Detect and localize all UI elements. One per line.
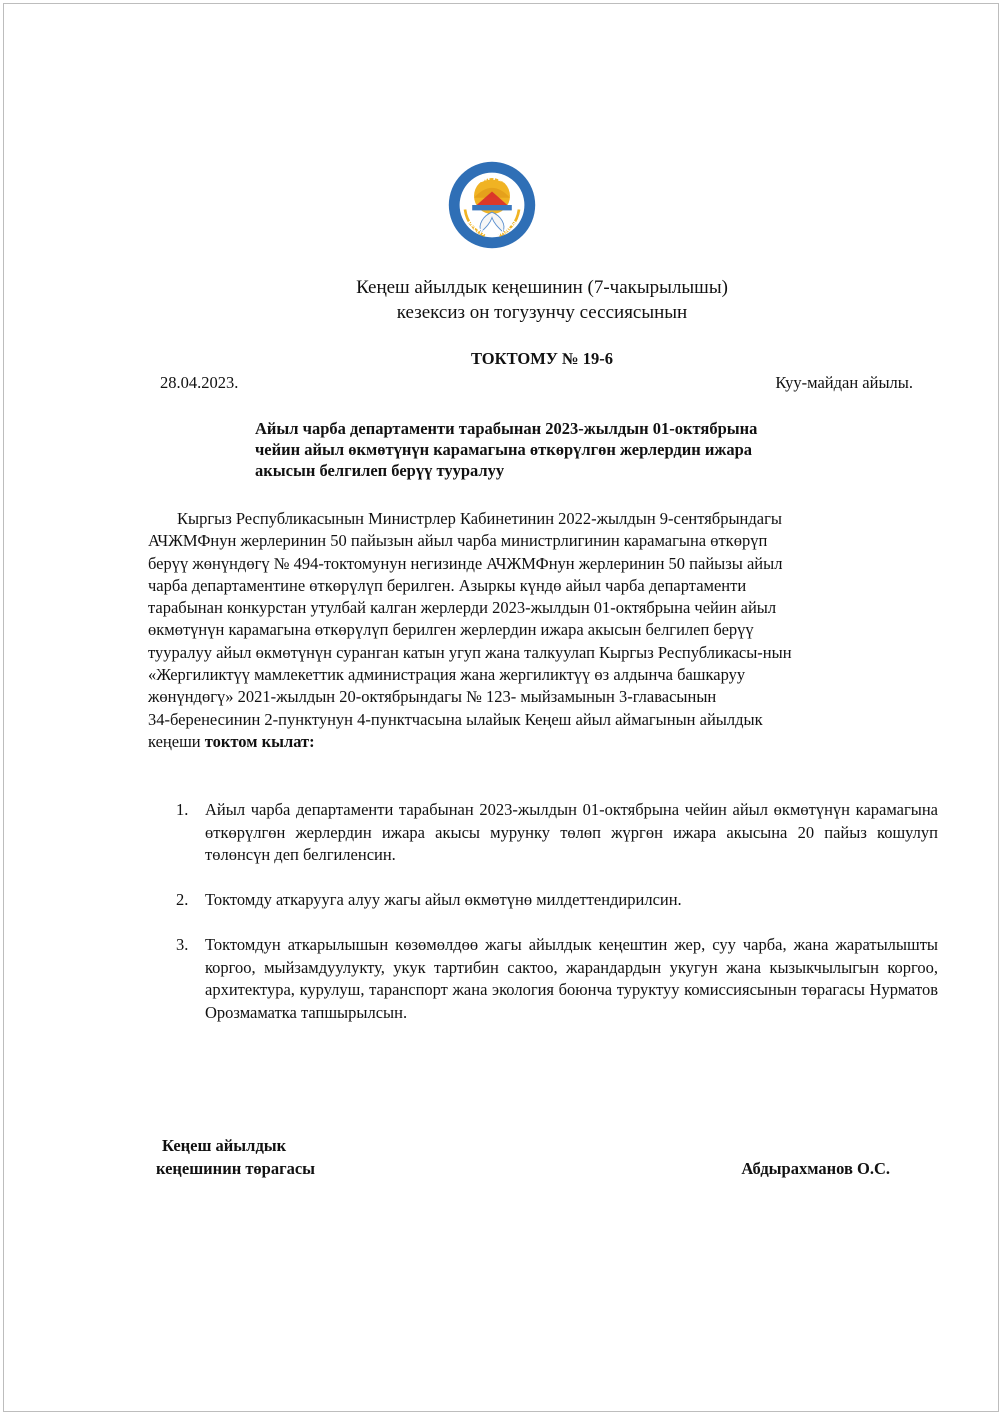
preamble-line: тарабынан конкурстан утулбай калган жерлерди 2023-жылдын 01-октябрына чейин айыл — [148, 598, 777, 618]
document-page — [3, 3, 999, 1412]
preamble-line-final — [148, 731, 928, 753]
preamble-line: Кыргыз Республикасынын Министрлер Кабинетинин 2022-жылдын 9-сентябрындагы — [177, 509, 782, 528]
preamble-line: өкмөтүнүн карамагына өткөрүлүп берилген жерлердин ижара акысын белгилеп берүү — [148, 620, 754, 640]
resolution-place: Куу-майдан айылы. — [775, 373, 913, 392]
item-text: Токтомдун аткарылышын көзөмөлдөө жагы айылдык кеңештин жер, суу чарба, жана жаратылышты коргоо, мыйзамдуулукту, укук тартибин сактоо, жарандардын укугун жана кызыкчылыгын коргоо, архитектура, курулуш, таранспорт жана экология боюнча туруктуу комиссиясынын төрагасы Нурматов Орозмаматка тапшырылсын. — [205, 935, 938, 1022]
preamble-line: тууралуу айыл өкмөтүнүн суранган катын угуп жана талкуулап Кыргыз Республикасы-нын — [148, 642, 792, 662]
preamble-line: чарба департаментине өткөрүлүп берилген. Азыркы күндө айыл чарба департаменти — [148, 575, 747, 595]
item-text: Токтомду аткарууга алуу жагы айыл өкмөтүнө милдеттендирилсин. — [205, 889, 682, 909]
emblem-bottom-text: РЕСПУБЛИКАСЫ — [465, 219, 520, 239]
item-number: 3. — [176, 935, 189, 954]
preamble-line: берүү жөнүндөгү № 494-токтомунун негизинде АЧЖМФнун жерлеринин 50 пайызы айыл — [148, 553, 783, 573]
preamble-line: 34-беренесинин 2-пунктунун 4-пунктчасына ылайык Кеңеш айыл аймагынын айылдык — [148, 709, 763, 729]
signatory-name: Абдырахманов О.С. — [741, 1159, 890, 1178]
resolution-items — [176, 799, 938, 1024]
resolves-phrase: токтом кылат: — [204, 731, 315, 751]
council-heading-line2: кезексиз он тогузунчу сессиясынын — [396, 302, 688, 323]
list-item — [176, 934, 938, 1024]
kyrgyz-emblem-icon — [447, 160, 537, 250]
preamble-final-text: кеңеши — [148, 731, 205, 751]
item-number: 1. — [176, 800, 189, 819]
resolution-title: ТОКТОМУ № 19-6 — [471, 349, 613, 368]
item-text: Айыл чарба департаменти тарабынан 2023-жылдын 01-октябрына чейин айыл өкмөтүнүн карамагына өткөрүлгөн жерлердин ижара акысы мурунку төлөп жүргөн ижара акысына 20 пайыз кошулуп төлөнсүн деп белгиленсин. — [205, 800, 938, 864]
preamble-line: «Жергиликтүү мамлекеттик администрация жана жергиликтүү өз алдынча башкаруу — [148, 665, 746, 685]
item-number: 2. — [176, 889, 189, 909]
list-item — [176, 799, 938, 867]
signatory-title-line1: Кеңеш айылдык — [162, 1136, 287, 1155]
preamble-line: АЧЖМФнун жерлеринин 50 пайызын айыл чарба министрлигинин карамагына өткөрүп — [148, 531, 768, 551]
preamble-paragraph — [148, 508, 928, 753]
subject-line: чейин айыл өкмөтүнүн карамагына өткөрүлгөн жерлердин ижара — [255, 440, 753, 459]
preamble-line: жөнүндөгү» 2021-жылдын 20-октябрындагы № 123- мыйзамынын 3-главасынын — [148, 687, 717, 707]
resolution-date: 28.04.2023. — [160, 373, 239, 392]
list-item — [176, 889, 938, 912]
emblem-top-text: КЫРГЫЗ — [471, 172, 513, 188]
subject-line: Айыл чарба департаменти тарабынан 2023-жылдын 01-октябрына — [255, 419, 758, 438]
signatory-title-line2: кеңешинин төрагасы — [156, 1159, 316, 1178]
subject-line: акысын белгилеп берүү тууралуу — [255, 461, 505, 480]
council-heading-line1: Кеңеш айылдык кеңешинин (7-чакырылышы) — [356, 277, 728, 298]
resolution-subject — [255, 418, 875, 481]
